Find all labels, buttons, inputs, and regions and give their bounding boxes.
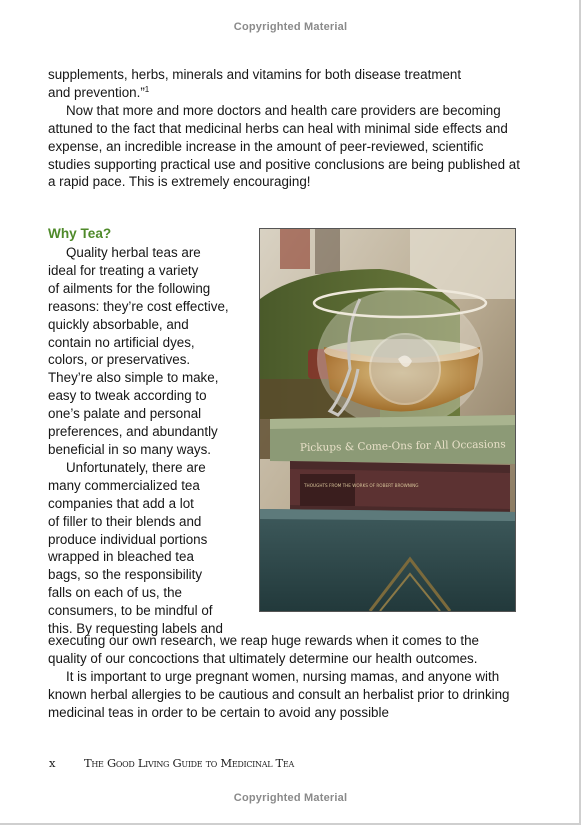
column-line: companies that add a lot xyxy=(48,495,194,511)
column-line: beneficial in so many ways. xyxy=(48,441,211,457)
column-line: preferences, and abundantly xyxy=(48,424,218,440)
column-line: one’s palate and personal xyxy=(48,406,202,422)
column-line: colors, or preservatives. xyxy=(48,352,191,368)
column-line: this. By requesting labels and xyxy=(48,621,223,637)
column-line: Quality herbal teas are xyxy=(66,245,201,260)
column-line: They’re also simple to make, xyxy=(48,370,219,386)
column-line: quickly absorbable, and xyxy=(48,316,189,332)
after-wrap-paragraph: executing our own research, we reap huge rewards when it comes to the quality of our concoctions that ultimately determine our health outcomes. xyxy=(48,633,479,666)
last-paragraph: It is important to urge pregnant women, nursing mamas, and anyone with known herbal allergies to be cautious and consult an herbalist prior to drinking medicinal teas in order to be certain to avoid any possible xyxy=(48,668,510,720)
column-line: of filler to their blends and xyxy=(48,513,202,529)
column-line: consumers, to be mindful of xyxy=(48,603,213,619)
column-line: ideal for treating a variety xyxy=(48,262,199,278)
copyright-watermark-bottom: Copyrighted Material xyxy=(233,792,348,804)
intro-line-2 xyxy=(48,84,520,102)
column-line: bags, so the responsibility xyxy=(48,567,203,583)
column-line: falls on each of us, the xyxy=(48,585,182,601)
wrapped-text-column xyxy=(48,244,248,638)
column-line: of ailments for the following xyxy=(48,280,211,296)
red-book-spine: THOUGHTS FROM THE WORKS OF ROBERT BROWNING xyxy=(304,483,419,488)
section-heading: Why Tea? xyxy=(48,226,112,241)
green-book-title: Pickups & Come-Ons for All Occasions xyxy=(299,438,506,454)
column-line: Unfortunately, there are xyxy=(66,459,206,475)
column-line: produce individual portions xyxy=(48,531,208,547)
column-line: easy to tweak according to xyxy=(48,388,207,404)
continued-text xyxy=(48,632,520,722)
page-number: x xyxy=(49,756,56,770)
tea-photo-illustration xyxy=(260,229,515,611)
intro-line-1: supplements, herbs, minerals and vitamins for both disease treatment xyxy=(48,67,462,82)
footnote-mark: 1 xyxy=(144,84,150,94)
running-title: The Good Living Guide to Medicinal Tea xyxy=(84,756,294,770)
column-line: reasons: they’re cost effective, xyxy=(48,298,229,314)
copyright-watermark-top: Copyrighted Material xyxy=(233,21,348,33)
tea-photo xyxy=(259,228,516,612)
column-line: many commercialized tea xyxy=(48,477,200,493)
intro-text xyxy=(48,66,520,191)
column-line: contain no artificial dyes, xyxy=(48,334,195,350)
column-line: wrapped in bleached tea xyxy=(48,549,194,565)
intro-line-2-text: and prevention.” xyxy=(48,84,145,100)
intro-paragraph-2: Now that more and more doctors and health care providers are becoming attuned to the fact that medicinal herbs can heal with minimal side effects and expense, an incredible increase in the amount of peer-reviewed, scientific studies supporting practical use and positive conclusions are being published at a rapid pace. This is extremely encouraging! xyxy=(48,102,520,190)
